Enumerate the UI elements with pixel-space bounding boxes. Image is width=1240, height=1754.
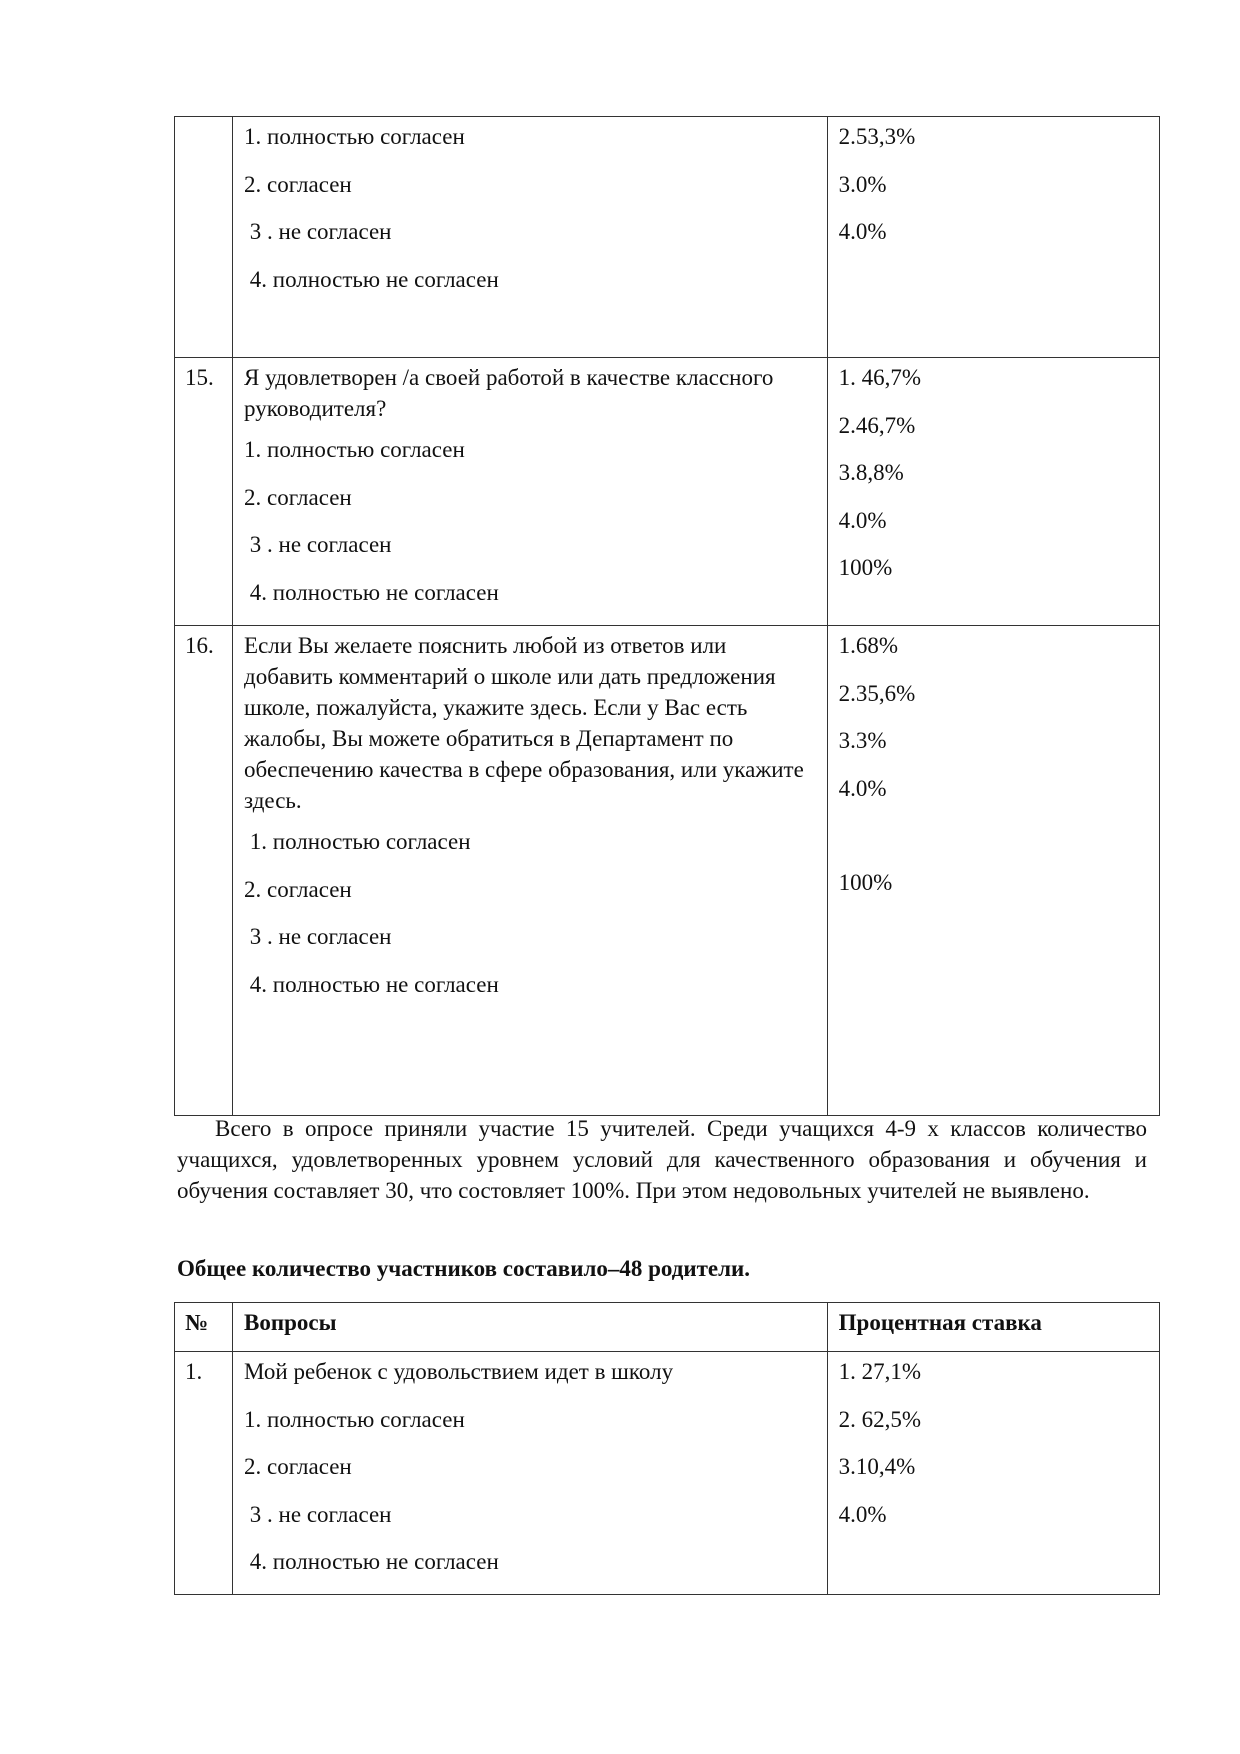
percent-value: 1. 46,7%: [838, 365, 922, 390]
row-number: 16.: [175, 626, 233, 1116]
option-item: 4. полностью не согласен: [244, 579, 499, 605]
percent-value: 100%: [838, 555, 893, 580]
question-text: Мой ребенок с удовольствием идет в школу: [244, 1359, 674, 1384]
percent-value: 1. 27,1%: [838, 1359, 922, 1384]
percent-value: 3.3%: [838, 728, 887, 753]
summary-paragraph: Всего в опросе приняли участие 15 учителей. Среди учащихся 4-9 х классов количество учащихся, удовлетворенных уровнем условий для качественного образования и обучения и обучения составляет 30, что состовляет 100%. При этом недовольных учителей не выявлено.: [177, 1116, 1147, 1203]
header-percent: Процентная ставка: [827, 1303, 1159, 1352]
parents-survey-table: [174, 1302, 1160, 1595]
percent-value: 4.0%: [838, 219, 887, 244]
option-item: 4. полностью не согласен: [244, 1549, 499, 1574]
option-item: 3 . не согласен: [244, 924, 392, 949]
option-item: 2. согласен: [244, 484, 352, 510]
percent-value: 1.68%: [838, 633, 899, 658]
question-text: Я удовлетворен /а своей работой в качестве классного руководителя?: [244, 365, 774, 421]
header-number: №: [175, 1303, 233, 1352]
row-number: 1.: [175, 1352, 233, 1595]
percent-value: 4.0%: [838, 1501, 887, 1527]
question-cell: [233, 117, 828, 358]
option-item: 2. согласен: [244, 171, 352, 197]
percent-cell: [827, 117, 1159, 358]
percent-cell: [827, 1352, 1159, 1595]
teachers-survey-table: [174, 116, 1160, 1116]
option-item: 2. согласен: [244, 876, 352, 902]
option-item: 1. полностью согласен: [244, 124, 465, 149]
table-row: [175, 1352, 1160, 1595]
percent-value: 100%: [838, 870, 893, 895]
question-cell: [233, 1352, 828, 1595]
option-item: 3 . не согласен: [244, 532, 392, 557]
percent-value: 2.46,7%: [838, 412, 916, 438]
table-row: [175, 626, 1160, 1116]
option-item: 3 . не согласен: [244, 219, 392, 244]
percent-value: 3.10,4%: [838, 1454, 916, 1479]
option-item: 4. полностью не согласен: [244, 971, 499, 997]
percent-value: 3.0%: [838, 171, 887, 197]
percent-value: 2.35,6%: [838, 680, 916, 706]
percent-value: 2.53,3%: [838, 124, 916, 149]
percent-value: 2. 62,5%: [838, 1406, 922, 1432]
option-item: 3 . не согласен: [244, 1501, 392, 1527]
table-row: [175, 117, 1160, 358]
question-cell: [233, 626, 828, 1116]
row-number: 15.: [175, 358, 233, 626]
question-cell: [233, 358, 828, 626]
option-item: 1. полностью согласен: [244, 829, 471, 854]
option-item: 2. согласен: [244, 1454, 352, 1479]
percent-value: 4.0%: [838, 507, 887, 533]
percent-cell: [827, 358, 1159, 626]
option-item: 1. полностью согласен: [244, 1406, 465, 1432]
percent-spacer: [839, 820, 1149, 867]
parents-survey-heading: Общее количество участников составило–48 родители.: [177, 1256, 751, 1281]
percent-cell: [827, 626, 1159, 1116]
row-number: [175, 117, 233, 358]
option-item: 4. полностью не согласен: [244, 266, 499, 292]
question-text: Если Вы желаете пояснить любой из ответов или добавить комментарий о школе или дать предложения школе, пожалуйста, укажите здесь. Если у Вас есть жалобы, Вы можете обратиться в Департамент по обеспечению качества в сфере образования, или укажите здесь.: [244, 633, 804, 813]
table-row: [175, 358, 1160, 626]
option-item: 1. полностью согласен: [244, 437, 465, 462]
percent-value: 4.0%: [838, 775, 887, 801]
header-questions: Вопросы: [233, 1303, 828, 1352]
percent-value: 3.8,8%: [838, 460, 904, 485]
table-header-row: [175, 1303, 1160, 1352]
